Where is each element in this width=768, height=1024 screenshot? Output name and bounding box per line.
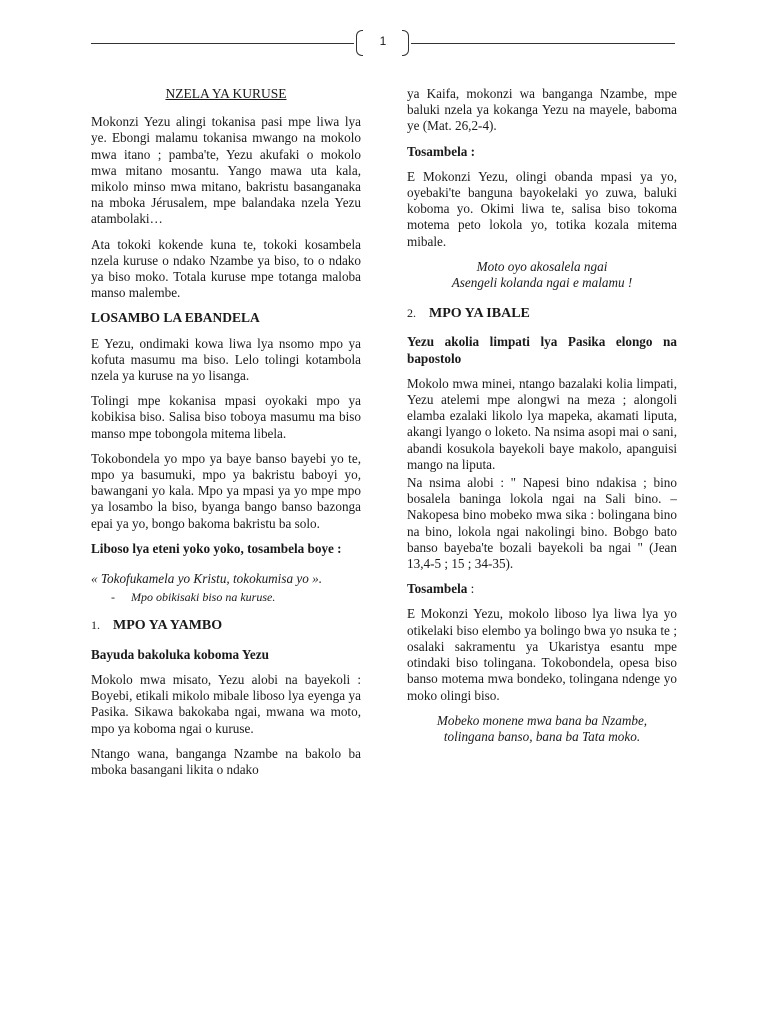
prayer-heading-2-colon: : bbox=[467, 581, 475, 597]
left-column bbox=[91, 86, 361, 787]
station-1-subtitle: Bayuda bakoluka koboma Yezu bbox=[91, 646, 269, 662]
page-number: 1 bbox=[379, 34, 387, 48]
verse-line-4: tolingana banso, bana ba Tata moko. bbox=[443, 728, 641, 744]
acclamation-quote: « Tokofukamela yo Kristu, tokokumisa yo ». bbox=[91, 571, 323, 587]
station-2-title: MPO YA IBALE bbox=[429, 306, 530, 322]
opening-prayer-heading: LOSAMBO LA EBANDELA bbox=[91, 310, 260, 326]
station-2-prayer: E Mokonzi Yezu, mokolo liboso lya liwa lya yo otikelaki biso elembo ya bolingo bwa yo nsuka te ; osalaki sakramentu ya Ukaristya esantu mpe otindaki biso tolingana. Tokobondela, opesa biso banso motema mwa bondeko, tolingana ndenge yo moko olingi biso. bbox=[407, 606, 677, 703]
prayer-paragraph-2: Tolingi mpe kokanisa mpasi oyokaki mpo ya kobikisa biso. Salisa biso toboya masumu ma biso manso mpe tobongola mitema libela. bbox=[91, 393, 361, 441]
verse-block-2 bbox=[407, 713, 677, 745]
document-title: NZELA YA KURUSE bbox=[165, 86, 287, 101]
dash-bullet: - bbox=[111, 590, 115, 605]
station-2-number: 2. bbox=[407, 306, 416, 321]
station-1-paragraph-1: Mokolo mwa misato, Yezu alobi na bayekoli : Boyebi, etikali mikolo mibale liboso lya eyenga ya Pasika. Sikawa bakokaba ngai, mwana wa moto, mpo ya koboma ngai o kuruse. bbox=[91, 671, 361, 736]
station-2-paragraph-2: Na nsima alobi : " Napesi bino ndakisa ; bino bosalela baninga lokola ngai na Sali bino. – Nakopesa bino mobeko mwa sika : bolingana bino na bino, lokola ngai nakolingi bino. Bobgo bato banso bayeba'te bozali bayekoli ba ngai " (Jean 13,4-5 ; 15 ; 34-35). bbox=[407, 475, 677, 572]
prayer-paragraph-3: Tokobondela yo mpo ya baye banso bayebi yo te, mpo ya basumuki, mpo ya bakristu baboyi yo, bawangani yo kala. Mpo ya mpasi ya yo mpe mpo ya losambo la biso, byanga bango banso bazonga epai ya yo, bongo bakoma bakristu ba solo. bbox=[91, 450, 361, 531]
station-1-prayer: E Mokonzi Yezu, olingi obanda mpasi ya yo, oyebaki'te banguna bayokelaki yo zuwa, baluki koboma yo. Okimi liwa te, salisa biso tokoma motema peto lokola yo, totika kozala mitema mibale. bbox=[407, 168, 677, 249]
acclamation-response bbox=[111, 589, 361, 605]
verse-line-3: Mobeko monene mwa bana ba Nzambe, bbox=[436, 712, 648, 728]
station-2-paragraph-1: Mokolo mwa minei, ntango bazalaki kolia limpati, Yezu atelemi mpe alongwi na meza ; alongoli elamba ezalaki likolo lya mapeka, akamati liputa, akangi lyango o loketo. Na nsima asopi mai o sani, abandi kosukola bayekoli baye makolo, apanguisi mango na liputa. bbox=[407, 375, 677, 472]
verse-line-2: Asengeli kolanda ngai e malamu ! bbox=[451, 275, 633, 291]
prayer-heading-1: Tosambela : bbox=[407, 143, 476, 159]
header-rule-right bbox=[411, 43, 675, 44]
station-1-title: MPO YA YAMBO bbox=[113, 618, 223, 634]
prayer-heading-2-label: Tosambela bbox=[407, 581, 468, 597]
station-1-number: 1. bbox=[91, 618, 100, 633]
intro-paragraph-2: Ata tokoki kokende kuna te, tokoki kosambela nzela kuruse o ndako Nzambe ya biso, to o ndako ya biso moko. Totala kuruse mpe totanga maloba manso malembe. bbox=[91, 236, 361, 301]
right-column bbox=[407, 86, 677, 754]
intro-paragraph-1: Mokonzi Yezu alingi tokanisa pasi mpe liwa lya ye. Ebongi malamu tokanisa mwango na mokolo mwa itano ; pamba'te, Yezu akufaki o mokolo mwa mitano mosantu. Yango mawa uta kala, mikolo minso mwa mitano, bakristu basanganaka na mboka Jérusalem, mpe balandaka nzela Yezu atambolaki… bbox=[91, 114, 361, 227]
station-2-heading bbox=[407, 305, 677, 322]
header-bracket-left bbox=[356, 30, 363, 56]
acclamation-response-text: Mpo obikisaki biso na kuruse. bbox=[131, 590, 276, 605]
prayer-paragraph-1: E Yezu, ondimaki kowa liwa lya nsomo mpo ya kofuta masumu ma biso. Lelo tolingi kotambola nzela ya kuruse na yo lisanga. bbox=[91, 335, 361, 384]
station-1-paragraph-3: ya Kaifa, mokonzi wa banganga Nzambe, mpe baluki nzela ya kokanga Yezu na mayele, baboma ye (Mat. 26,2-4). bbox=[407, 86, 677, 134]
station-2-subtitle: Yezu akolia limpati lya Pasika elongo na bapostolo bbox=[407, 334, 677, 366]
instruction-paragraph: Liboso lya eteni yoko yoko, tosambela boye : bbox=[91, 540, 342, 556]
station-1-paragraph-2: Ntango wana, banganga Nzambe na bakolo ba mboka basangani likita o ndako bbox=[91, 745, 361, 777]
verse-line-1: Moto oyo akosalela ngai bbox=[476, 258, 608, 274]
station-1-heading bbox=[91, 617, 361, 634]
verse-block-1 bbox=[407, 259, 677, 291]
header-rule-left bbox=[91, 43, 354, 44]
prayer-heading-2 bbox=[407, 581, 677, 597]
header-bracket-right bbox=[402, 30, 409, 56]
